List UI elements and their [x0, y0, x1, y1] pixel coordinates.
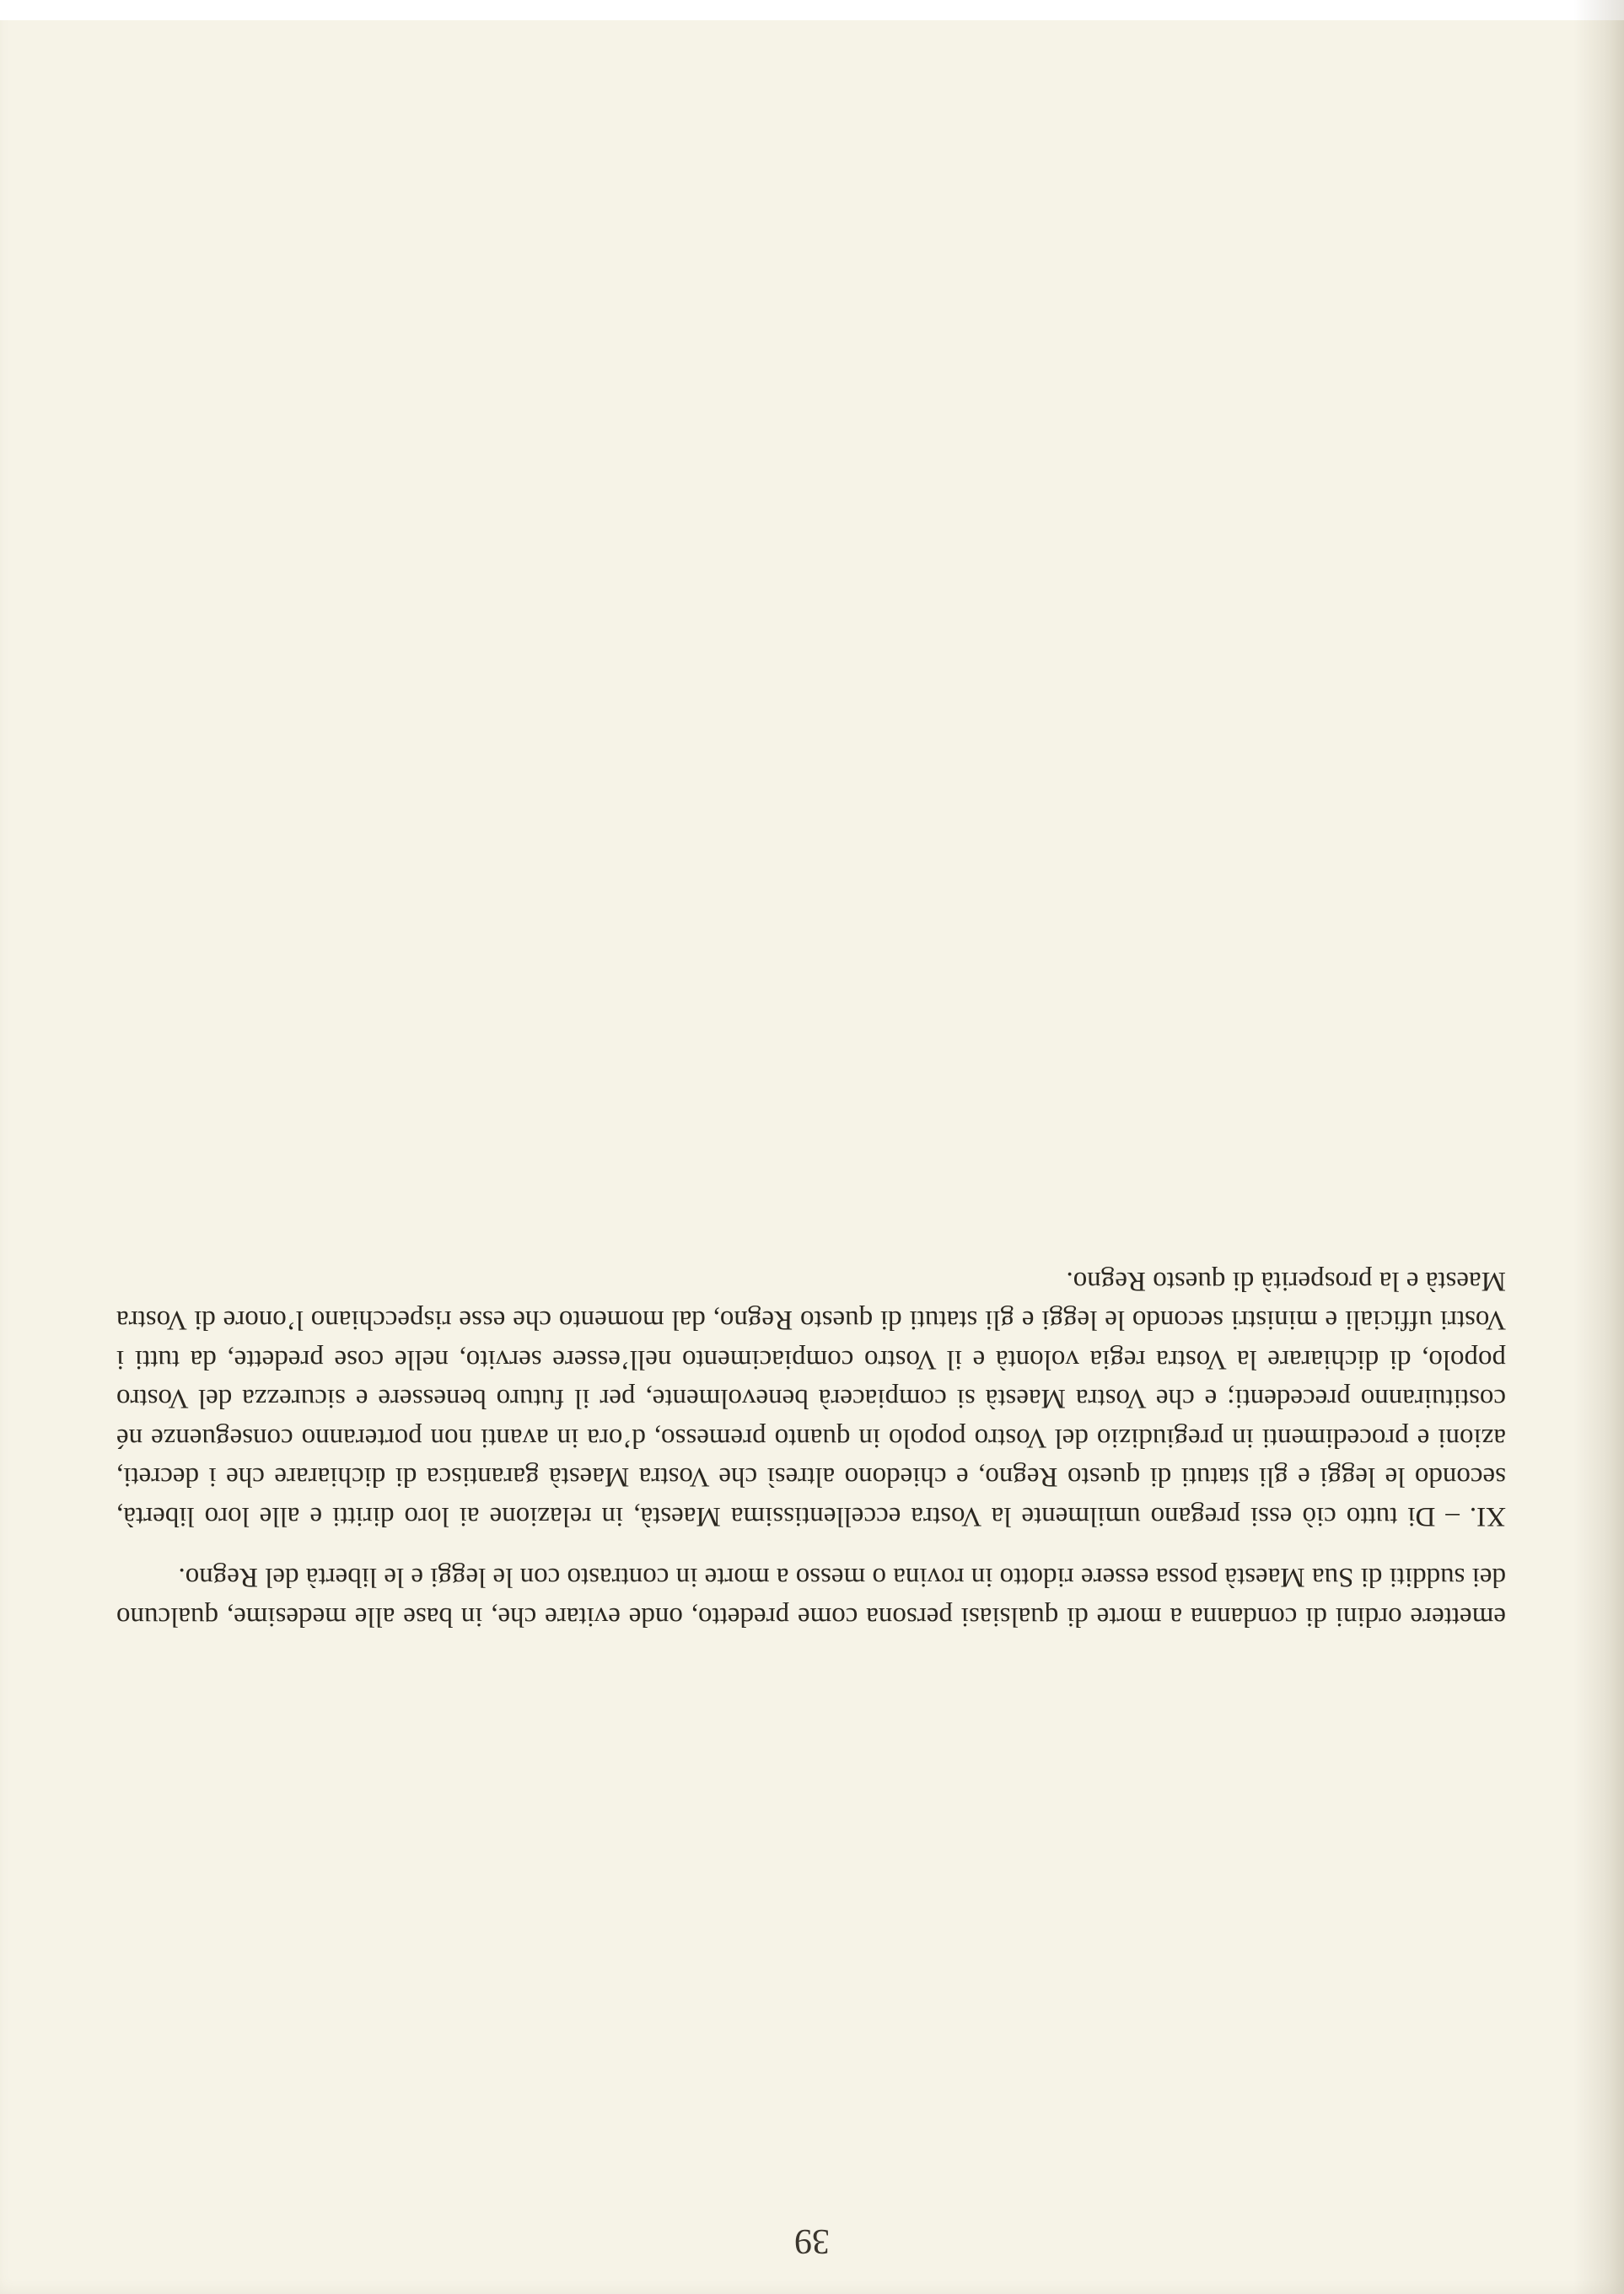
- page-edge-shadow: [1573, 0, 1624, 2294]
- paragraph-continuation: emettere ordini di condanna a morte di qualsiasi persona come predetto, onde evitare che, in base alle medesime, qualcuno dei sudditi di Sua Maestà possa essere ridotto in rovina o messo a morte in contrasto con le leggi e le libertà del Regno.: [116, 1562, 1506, 1632]
- body-text: [116, 1262, 1506, 1637]
- paragraph-section-xl: XI. – Di tutto ciò essi pregano umilmente la Vostra eccellentissima Maestà, in relazione ai loro diritti e alle loro libertà, secondo le leggi e gli statuti di questo Regno, e chiedono altresì che Vostra Maestà garantisca di dichiarare che i decreti, azioni e procedimenti in pregiudizio del Vostro popolo in quanto premesso, d’ora in avanti non porteranno conseguenze né costituiranno precedenti; e che Vostra Maestà si compiacerà benevolmente, per il futuro benessere e sicurezza del Vostro popolo, di dichiarare la Vostra regia volontà e il Vostro compiacimento nell’essere servito, nelle cose predette, da tutti i Vostri ufficiali e ministri secondo le leggi e gli statuti di questo Regno, dal momento che esse rispecchiano l’onore di Vostra Maestà e la prosperità di questo Regno.: [116, 1266, 1506, 1532]
- page-number: 39: [794, 2221, 830, 2260]
